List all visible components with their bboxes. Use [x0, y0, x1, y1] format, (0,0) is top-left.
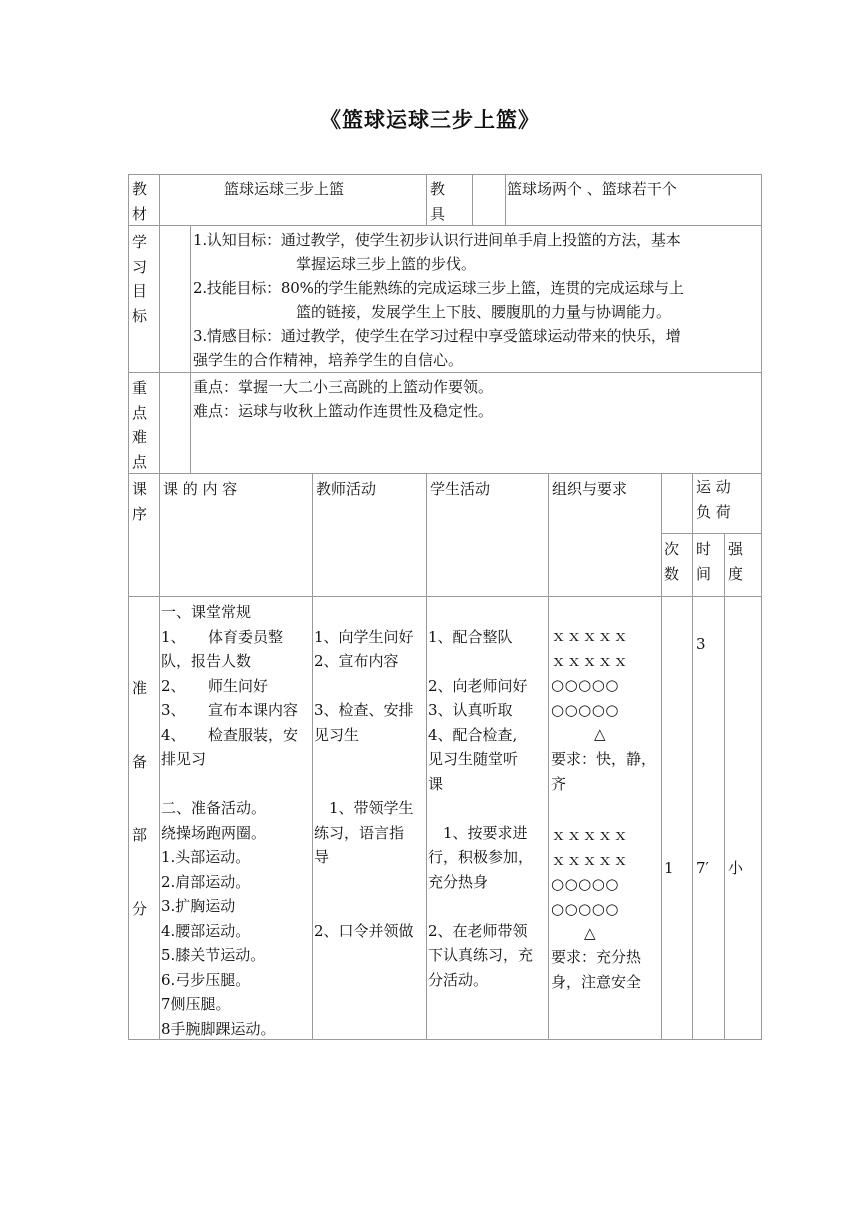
prep-intensity: 小	[728, 859, 744, 877]
difficulty-point: 难点：运球与收秋上篮动作连贯性及稳定性。	[193, 402, 494, 420]
table-border	[128, 174, 762, 175]
table-border	[548, 473, 549, 1040]
goal-cognitive-cont: 掌握运球三步上篮的步伐。	[296, 255, 477, 273]
table-border	[426, 174, 427, 226]
material-label: 教 材	[132, 180, 148, 223]
table-border	[426, 473, 427, 1040]
goal-cognitive: 1.认知目标：通过教学，使学生初步认识行进间单手肩上投篮的方法，基本	[193, 231, 681, 249]
material-content: 篮球运球三步上篮	[224, 180, 345, 198]
prep-duration-1: 3	[696, 635, 706, 653]
prep-student: 1、配合整队 2、向老师问好 3、认真听取 4、配合检查, 见习生随堂听 课 1、按要求进 行，积极参加， 充分热身 2、在老师带领 下认真练习，充 分活动。	[428, 627, 534, 989]
teacher-marker: △	[584, 924, 596, 942]
table-border	[724, 533, 725, 1040]
prep-label: 准 备 部 分	[132, 679, 148, 918]
table-border	[761, 174, 762, 1040]
table-border	[661, 533, 762, 534]
prep-duration-2: 7′	[696, 859, 709, 877]
header-times: 次 数	[664, 540, 680, 583]
header-content: 课 的 内 容	[163, 480, 238, 498]
formation-bottom: ｘｘｘｘｘ ｘｘｘｘｘ ○○○○○ ○○○○○	[551, 826, 629, 918]
tools-content: 篮球场两个 、篮球若干个	[507, 180, 677, 198]
teacher-marker: △	[594, 725, 606, 743]
prep-content: 一、课堂常规 1、 体育委员整 队，报告人数 2、 师生问好 3、 宣布本课内容 4、 检查服装，安 排见习 二、准备活动。 绕操场跑两圈。 1.头部运动。 2.肩部运动。 3.扩胸运动 4.腰部运动。 5.膝关节运动。 6.弓步压腿。 7侧压腿。 8手腕脚踝运动。	[161, 603, 299, 1038]
header-teacher: 教师活动	[316, 480, 377, 498]
header-load: 运 动 负 荷	[696, 478, 731, 521]
prep-times: 1	[664, 859, 674, 877]
header-student: 学生活动	[430, 480, 491, 498]
goals-label: 学 习 目 标	[132, 233, 148, 325]
requirement-bottom: 要求：充分热 身，注意安全	[551, 948, 642, 991]
tools-label: 教 具	[430, 180, 446, 223]
table-border	[128, 596, 762, 597]
table-border	[692, 473, 693, 1040]
prep-teacher: 1、向学生问好 2、宣布内容 3、检查、安排 见习生 1、带领学生 练习，语言指 导 2、口令并领做	[314, 627, 414, 940]
key-label: 重 点 难 点	[132, 379, 148, 471]
goal-skill: 2.技能目标：80%的学生能熟练的完成运球三步上篮，连贯的完成运球与上	[193, 279, 684, 297]
table-border	[190, 225, 191, 473]
formation-top: ｘｘｘｘｘ ｘｘｘｘｘ ○○○○○ ○○○○○	[551, 627, 629, 719]
header-duration: 时 间	[696, 540, 712, 583]
header-organization: 组织与要求	[552, 480, 628, 498]
table-border	[312, 473, 313, 1040]
table-border	[159, 174, 160, 1040]
header-intensity: 强 度	[728, 540, 744, 583]
page-title: 《篮球运球三步上篮》	[320, 107, 540, 132]
key-point: 重点：掌握一大二小三高跳的上篮动作要领。	[193, 378, 494, 396]
table-border	[661, 473, 662, 1040]
table-border	[472, 174, 473, 226]
header-order: 课 序	[132, 480, 148, 523]
table-border	[505, 174, 506, 226]
requirement-top: 要求：快，静， 齐	[551, 750, 657, 793]
goal-emotional: 3.情感目标：通过教学，使学生在学习过程中享受篮球运动带来的快乐，增	[193, 327, 681, 345]
goal-emotional-cont: 强学生的合作精神，培养学生的自信心。	[193, 351, 464, 369]
table-border	[128, 174, 129, 1040]
table-border	[128, 473, 762, 474]
goal-skill-cont: 篮的链接，发展学生上下肢、腰腹肌的力量与协调能力。	[296, 303, 672, 321]
